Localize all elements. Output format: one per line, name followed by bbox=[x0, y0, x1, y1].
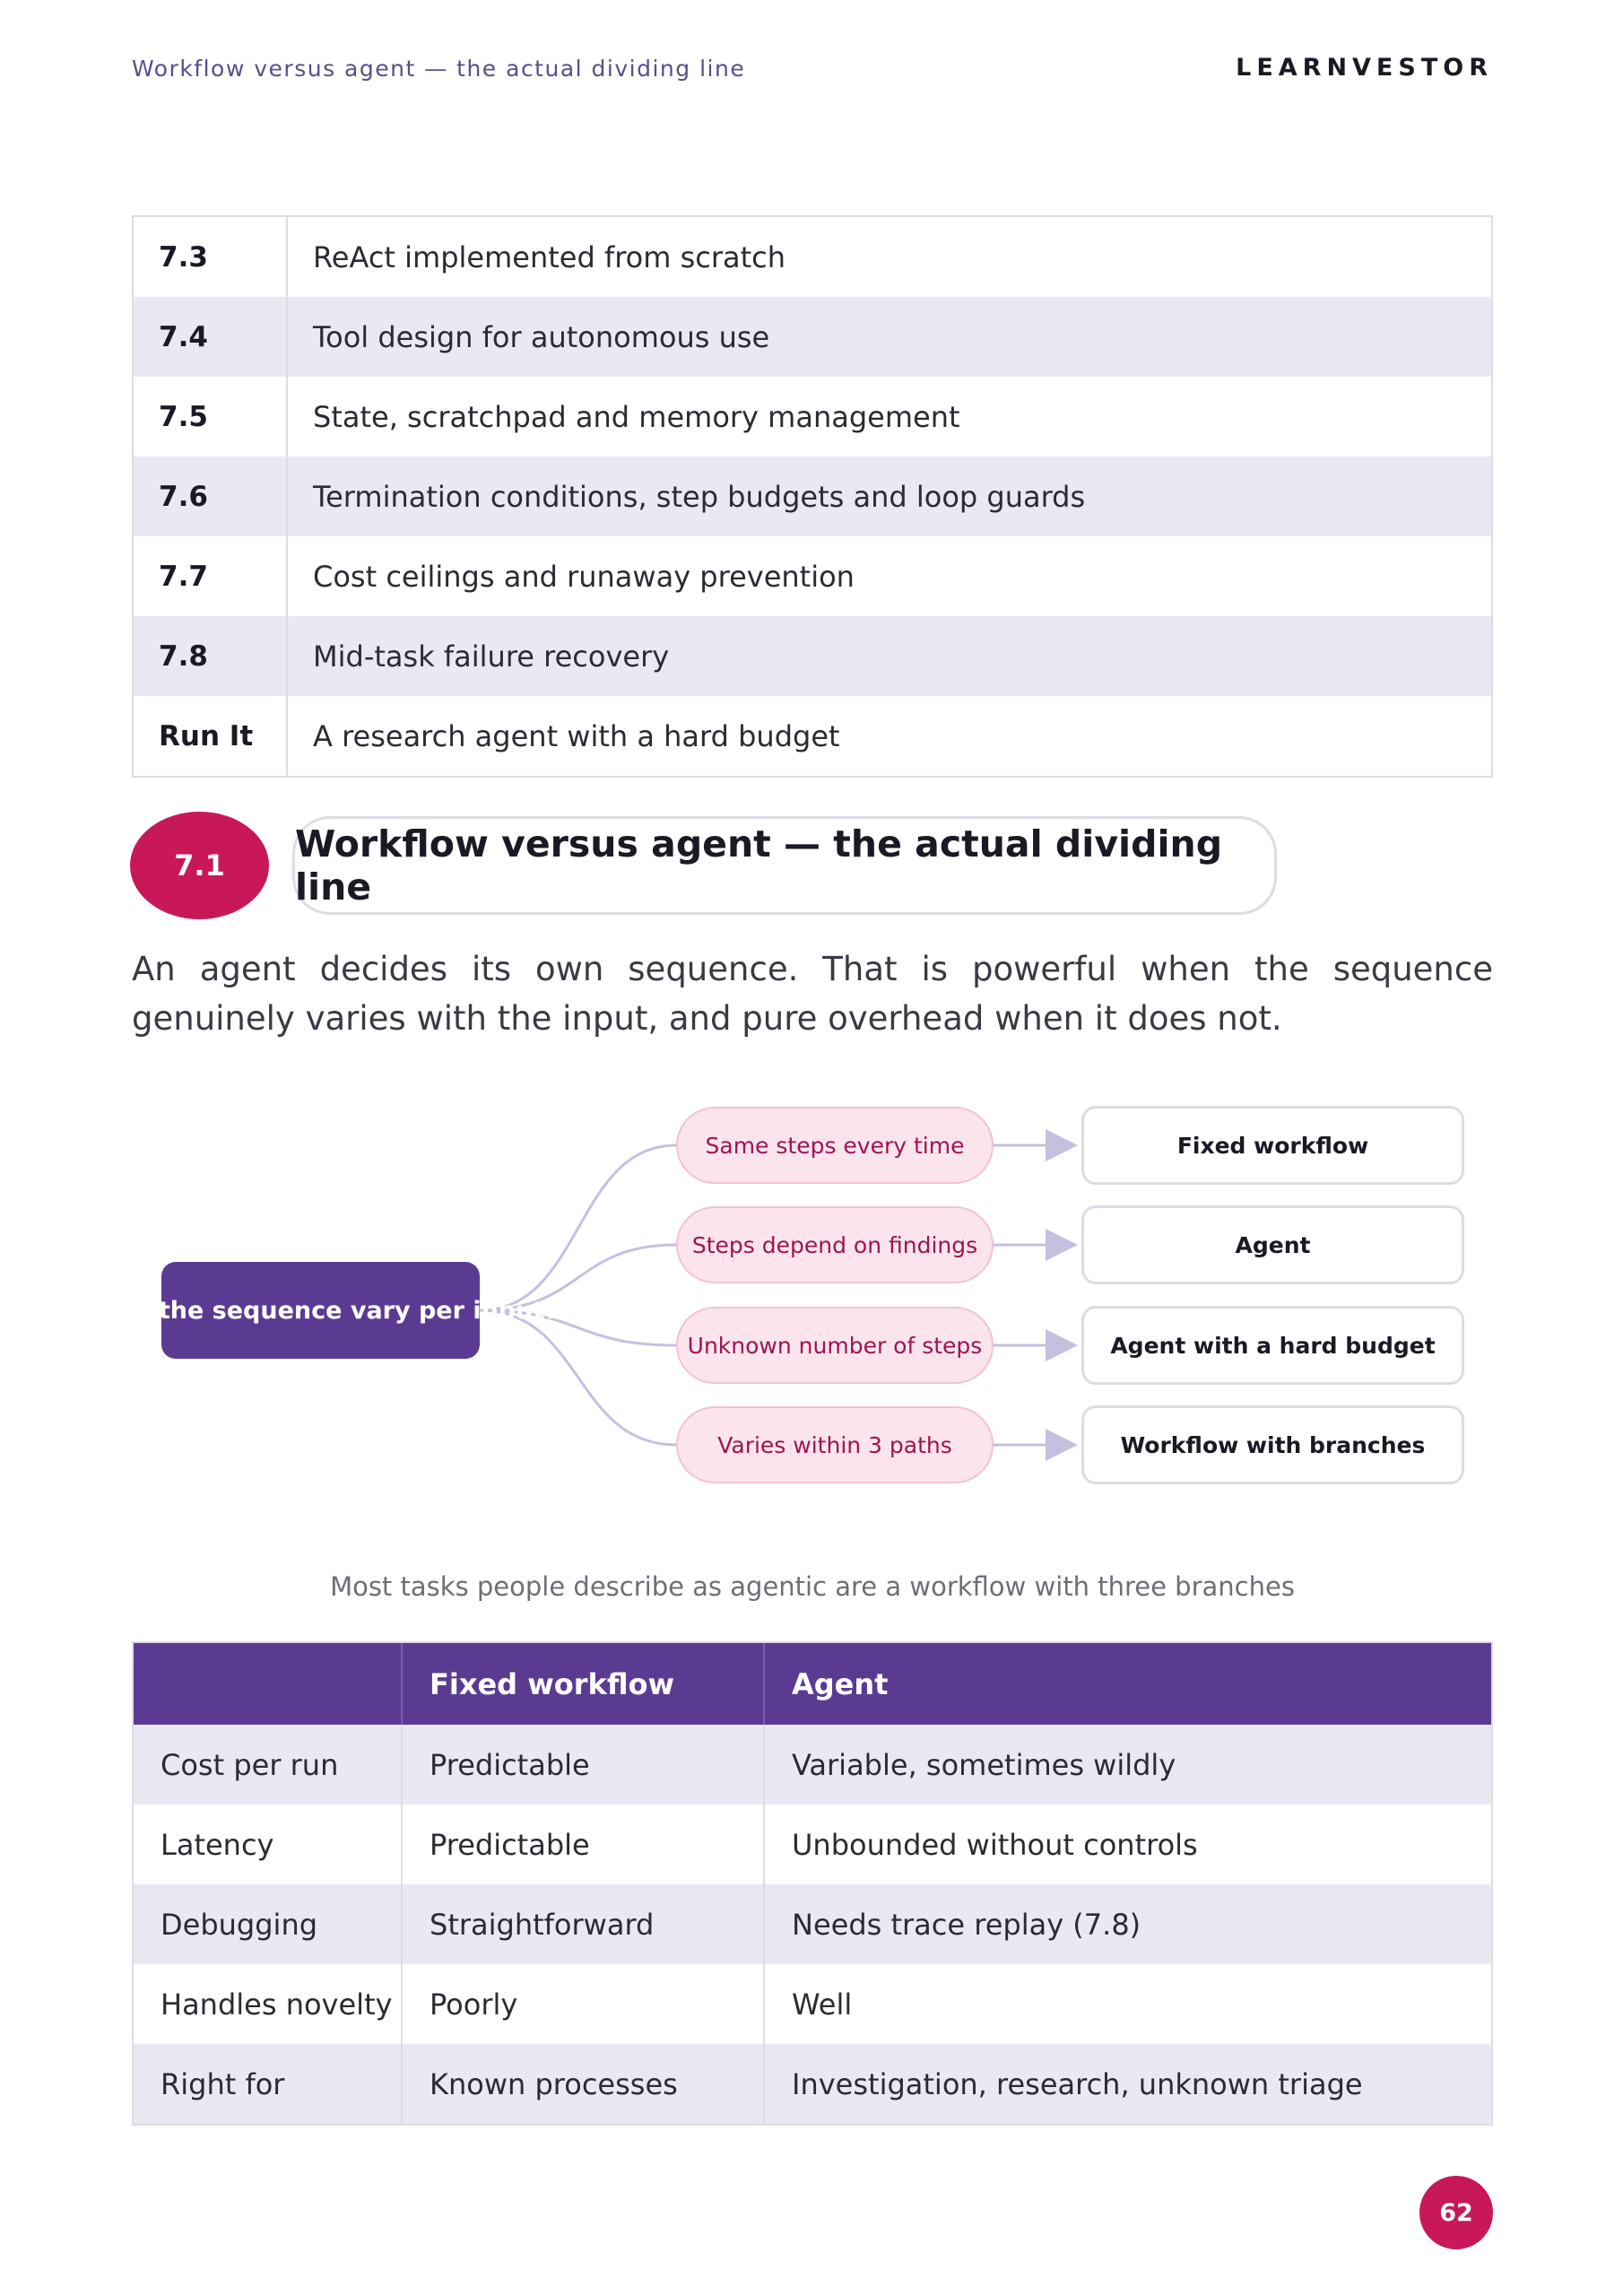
diagram-caption: Most tasks people describe as agentic are a workflow with three branches bbox=[330, 1571, 1295, 1602]
toc-title: Cost ceilings and runaway prevention bbox=[313, 559, 855, 594]
intro-paragraph: An agent decides its own sequence. That is powerful when the sequence genuinely varies with the input, and pure overhead when it does not. bbox=[132, 950, 1493, 1038]
comparison-table bbox=[132, 1641, 1493, 2126]
table-cell: Handles novelty bbox=[134, 1964, 403, 2044]
table-row bbox=[134, 1725, 1491, 1805]
running-title: Workflow versus agent — the actual dividing line bbox=[132, 56, 746, 82]
condition-node: Steps depend on findings bbox=[676, 1206, 994, 1283]
table-cell: Investigation, research, unknown triage bbox=[792, 2066, 1363, 2101]
condition-node: Unknown number of steps bbox=[676, 1307, 994, 1384]
table-cell: Needs trace replay (7.8) bbox=[792, 1907, 1141, 1942]
toc-number: 7.7 bbox=[134, 536, 288, 616]
toc-number: Run It bbox=[134, 696, 288, 776]
toc-number: 7.3 bbox=[134, 217, 288, 297]
result-node: Workflow with branches bbox=[1081, 1405, 1464, 1484]
table-cell: Variable, sometimes wildly bbox=[792, 1747, 1176, 1782]
toc-number: 7.4 bbox=[134, 297, 288, 377]
toc-title: A research agent with a hard budget bbox=[313, 718, 840, 753]
root-question-text: Does the sequence vary per input? bbox=[82, 1296, 559, 1325]
table-cell: Predictable bbox=[403, 1725, 765, 1805]
root-question-node bbox=[82, 1262, 559, 1359]
section-title: Workflow versus agent — the actual dividing line bbox=[292, 816, 1277, 915]
brand-logo: LEARNVESTOR bbox=[1236, 54, 1493, 82]
table-cell: Straightforward bbox=[403, 1884, 765, 1964]
table-cell: Known processes bbox=[403, 2044, 765, 2124]
table-row bbox=[134, 1805, 1491, 1884]
table-cell: Unbounded without controls bbox=[792, 1827, 1198, 1862]
table-cell: Poorly bbox=[403, 1964, 765, 2044]
toc-number: 7.5 bbox=[134, 377, 288, 457]
table-header-row bbox=[134, 1643, 1491, 1725]
table-body bbox=[134, 1725, 1491, 2124]
connector-line bbox=[480, 1145, 676, 1310]
toc-title: Termination conditions, step budgets and loop guards bbox=[313, 479, 1086, 514]
condition-node: Varies within 3 paths bbox=[676, 1406, 994, 1483]
table-cell: Well bbox=[792, 1987, 853, 2022]
toc-number: 7.6 bbox=[134, 457, 288, 536]
condition-node: Same steps every time bbox=[676, 1107, 994, 1184]
toc-title: State, scratchpad and memory management bbox=[313, 399, 960, 434]
connector-line bbox=[480, 1310, 676, 1445]
toc-title: Mid-task failure recovery bbox=[313, 639, 670, 674]
table-cell: Cost per run bbox=[134, 1725, 403, 1805]
table-row bbox=[134, 2044, 1491, 2124]
column-header: Fixed workflow bbox=[403, 1643, 765, 1725]
toc-title: ReAct implemented from scratch bbox=[313, 239, 786, 274]
table-cell: Latency bbox=[134, 1805, 403, 1884]
result-node: Fixed workflow bbox=[1081, 1106, 1464, 1185]
table-cell: Predictable bbox=[403, 1805, 765, 1884]
result-node: Agent bbox=[1081, 1205, 1464, 1284]
toc-title: Tool design for autonomous use bbox=[313, 319, 770, 354]
table-cell: Debugging bbox=[134, 1884, 403, 1964]
page-number-badge: 62 bbox=[1419, 2176, 1493, 2249]
table-cell: Right for bbox=[134, 2044, 403, 2124]
section-number-badge: 7.1 bbox=[130, 812, 269, 919]
column-header: Agent bbox=[792, 1666, 889, 1701]
toc-number: 7.8 bbox=[134, 616, 288, 696]
table-row bbox=[134, 1884, 1491, 1964]
column-header bbox=[134, 1643, 403, 1725]
result-node: Agent with a hard budget bbox=[1081, 1306, 1464, 1385]
table-row bbox=[134, 1964, 1491, 2044]
